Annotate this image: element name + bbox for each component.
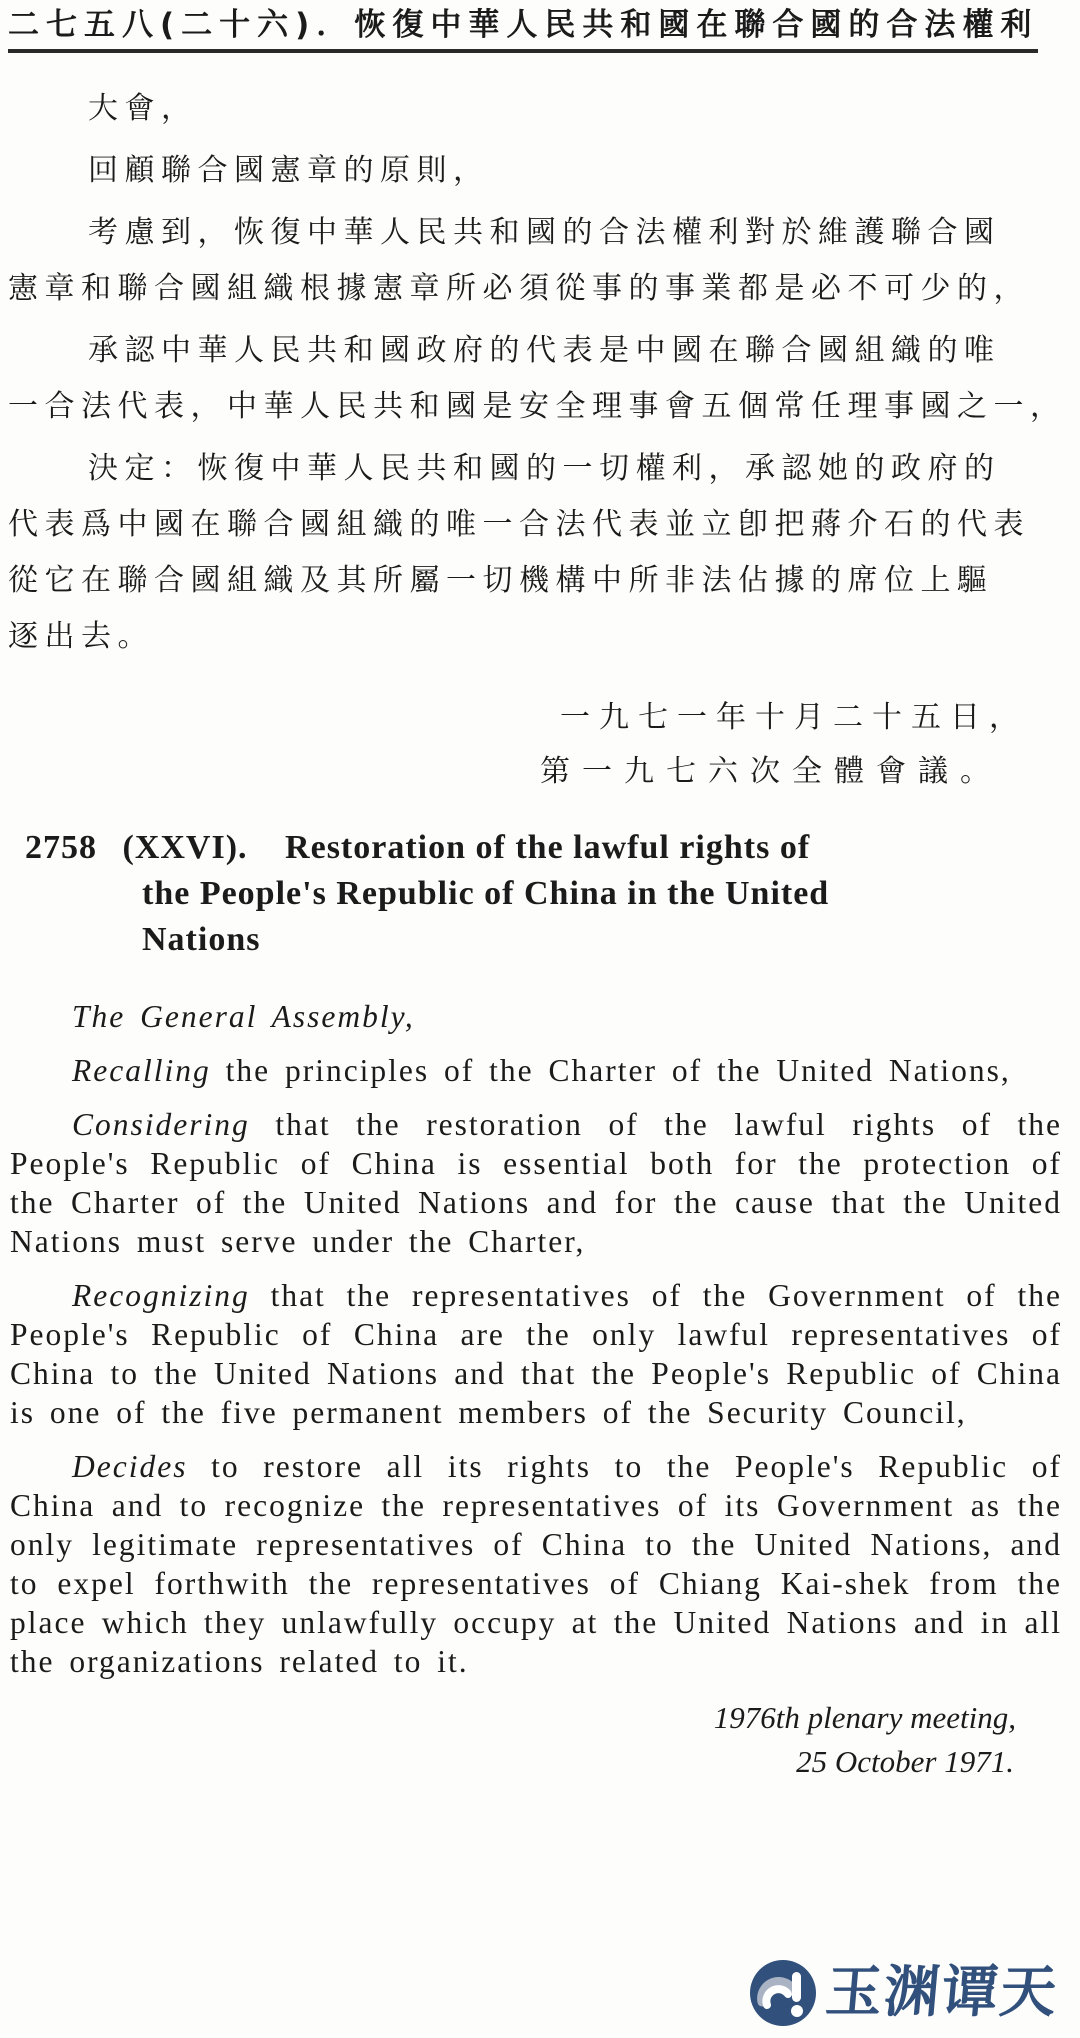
zh-line-4: 憲章和聯合國組織根據憲章所必須從事的事業都是必不可少的， — [8, 271, 1030, 307]
en-paragraph-recognizing: Recognizing that the representatives of the Government of the People's Republic of China are the only lawful representatives of China to the United Nations and that the People's Republic of China is one of the five permanent members of the Security Council, — [10, 1278, 1062, 1431]
zh-line-9: 從它在聯合國組織及其所屬一切機構中所非法佔據的席位上驅 — [8, 563, 994, 599]
resolution-title-part-1: Restoration of the lawful rights of — [285, 829, 811, 867]
zh-line-8: 代表爲中國在聯合國組織的唯一合法代表並立卽把蔣介石的代表 — [8, 507, 1030, 543]
zh-line-1: 大會， — [88, 91, 198, 127]
en-meeting-date-block — [0, 1696, 1080, 1784]
resolution-body-zh — [0, 81, 1080, 665]
watermark-text: 玉渊谭天 — [823, 1960, 1061, 2025]
resolution-heading-en — [25, 825, 1080, 963]
zh-line-10: 逐出去。 — [8, 619, 154, 655]
en-paragraph-preamble: The General Assembly, — [72, 999, 415, 1035]
resolution-body-en — [10, 997, 1062, 1681]
resolution-session: (XXVI). — [122, 829, 248, 867]
en-meeting-line: 1976th plenary meeting, — [713, 1700, 1016, 1736]
resolution-heading-line-3: Nations — [142, 921, 261, 959]
zh-meeting-date-block — [0, 691, 1080, 799]
en-paragraph-recalling: Recalling the principles of the Charter of the United Nations, — [72, 1053, 1011, 1089]
en-paragraph-considering: Considering that the restoration of the lawful rights of the People's Republic of China is essential both for the protection of the Charter of the United Nations and for the cause that the United Nations must serve under the Charter, — [10, 1107, 1062, 1260]
zh-meeting-line: 第一九七六次全體會議。 — [540, 754, 1002, 790]
zh-line-6: 一合法代表，中華人民共和國是安全理事會五個常任理事國之一， — [8, 389, 1067, 425]
zh-line-3: 考慮到，恢復中華人民共和國的合法權利對於維護聯合國 — [88, 215, 1001, 251]
watermark — [748, 1958, 1061, 2028]
resolution-title-zh: 二七五八(二十六)．恢復中華人民共和國在聯合國的合法權利 — [8, 8, 1038, 53]
en-date-line: 25 October 1971. — [796, 1744, 1014, 1780]
swirl-logo-icon — [748, 1958, 818, 2028]
resolution-number: 2758 — [25, 829, 97, 867]
zh-date-line: 一九七一年十月二十五日， — [560, 700, 1028, 736]
resolution-heading-line-2: the People's Republic of China in the United — [142, 875, 830, 913]
resolution-heading-line-1 — [25, 825, 1080, 871]
zh-line-2: 回顧聯合國憲章的原則， — [88, 153, 490, 189]
en-paragraph-decides: Decides to restore all its rights to the People's Republic of China and to recognize the representatives of its Government as the only legitimate representatives of China to the United Nations, and to expel forthwith the representatives of Chiang Kai-shek from the place which they unlawfully occupy at the United Nations and in all the organizations related to it. — [10, 1449, 1062, 1680]
zh-line-5: 承認中華人民共和國政府的代表是中國在聯合國組織的唯 — [88, 333, 1001, 369]
zh-line-7: 決定：恢復中華人民共和國的一切權利，承認她的政府的 — [88, 451, 1001, 487]
